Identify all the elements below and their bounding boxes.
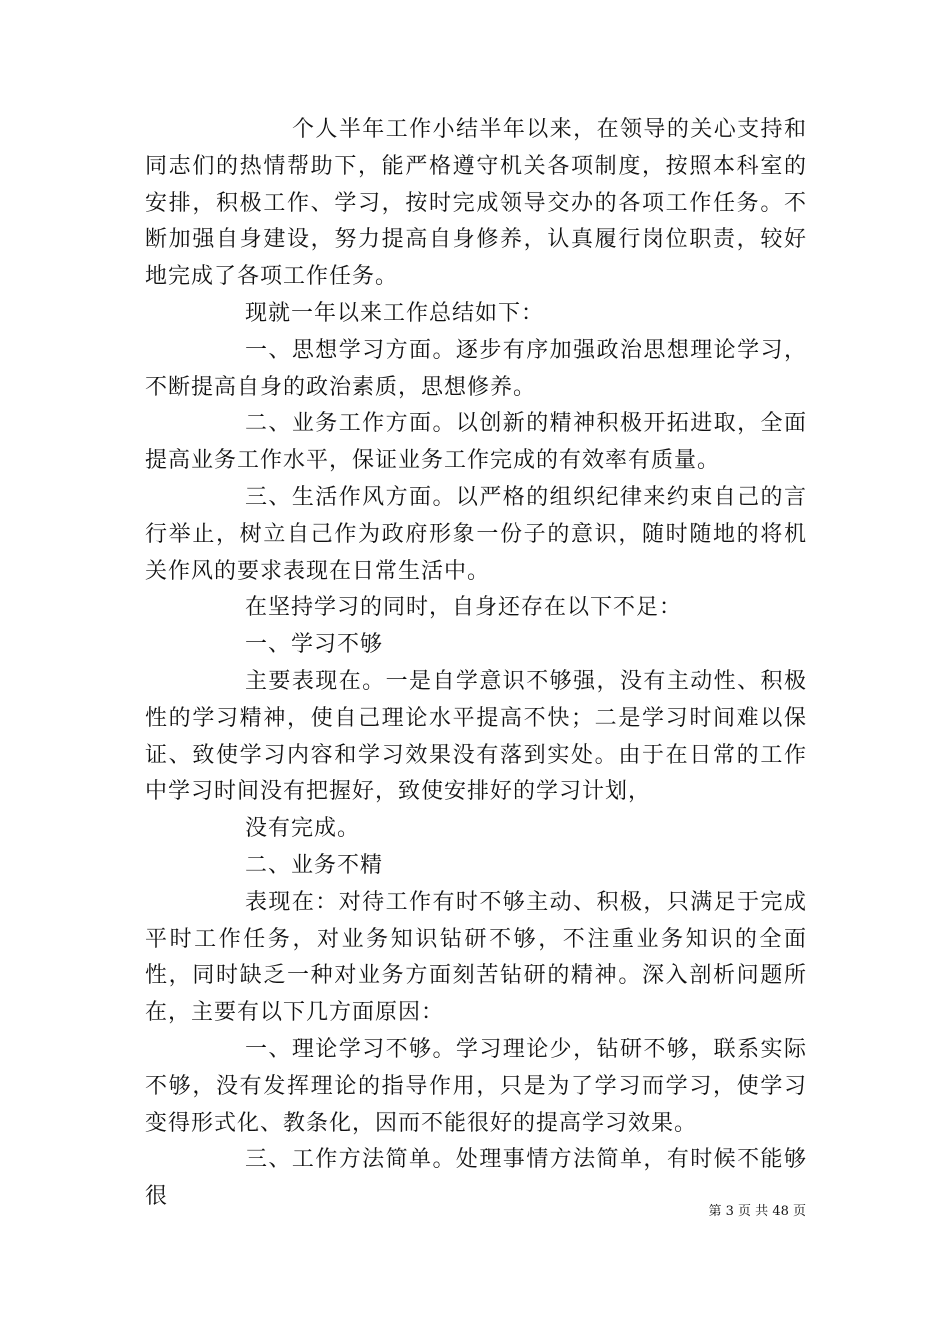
- paragraph-summary-lead: 现就一年以来工作总结如下：: [245, 300, 545, 326]
- paragraph-heading-study: 一、学习不够: [245, 632, 384, 658]
- paragraph-life-style: 三、生活作风方面。以严格的组织纪律来约束自己的言行举止，树立自己作为政府形象一份子的意识，随时随地的将机关作风的要求表现在日常生活中。: [145, 484, 807, 584]
- paragraph-heading-business: 二、业务不精: [245, 852, 384, 878]
- paragraph-work-method: 三、工作方法简单。处理事情方法简单，有时候不能够很: [145, 1147, 807, 1210]
- paragraph-thought-study: 一、思想学习方面。逐步有序加强政治思想理论学习，不断提高自身的政治素质，思想修养。: [145, 337, 807, 400]
- paragraph-shortcomings-lead: 在坚持学习的同时，自身还存在以下不足：: [245, 595, 683, 621]
- paragraph-business-details: 表现在：对待工作有时不够主动、积极，只满足于完成平时工作任务，对业务知识钻研不够，不注重业务知识的全面性，同时缺乏一种对业务方面刻苦钻研的精神。深入剖析问题所在，主要有以下几方面原因：: [145, 889, 807, 1026]
- paragraph-intro: 个人半年工作小结半年以来，在领导的关心支持和同志们的热情帮助下，能严格遵守机关各项制度，按照本科室的安排，积极工作、学习，按时完成领导交办的各项工作任务。不断加强自身建设，努力提高自身修养，认真履行岗位职责，较好地完成了各项工作任务。: [145, 117, 807, 290]
- paragraph-theory-study: 一、理论学习不够。学习理论少，钻研不够，联系实际不够，没有发挥理论的指导作用，只是为了学习而学习，使学习变得形式化、教条化，因而不能很好的提高学习效果。: [145, 1036, 807, 1136]
- document-body: [145, 112, 807, 1216]
- paragraph-not-completed: 没有完成。: [245, 816, 361, 842]
- paragraph-study-details: 主要表现在。一是自学意识不够强，没有主动性、积极性的学习精神，使自己理论水平提高不快；二是学习时间难以保证、致使学习内容和学习效果没有落到实处。由于在日常的工作中学习时间没有把握好，致使安排好的学习计划，: [145, 668, 807, 805]
- page-number-footer: 第 3 页 共 48 页: [708, 1204, 806, 1219]
- paragraph-business-work: 二、业务工作方面。以创新的精神积极开拓进取，全面提高业务工作水平，保证业务工作完成的有效率有质量。: [145, 411, 807, 474]
